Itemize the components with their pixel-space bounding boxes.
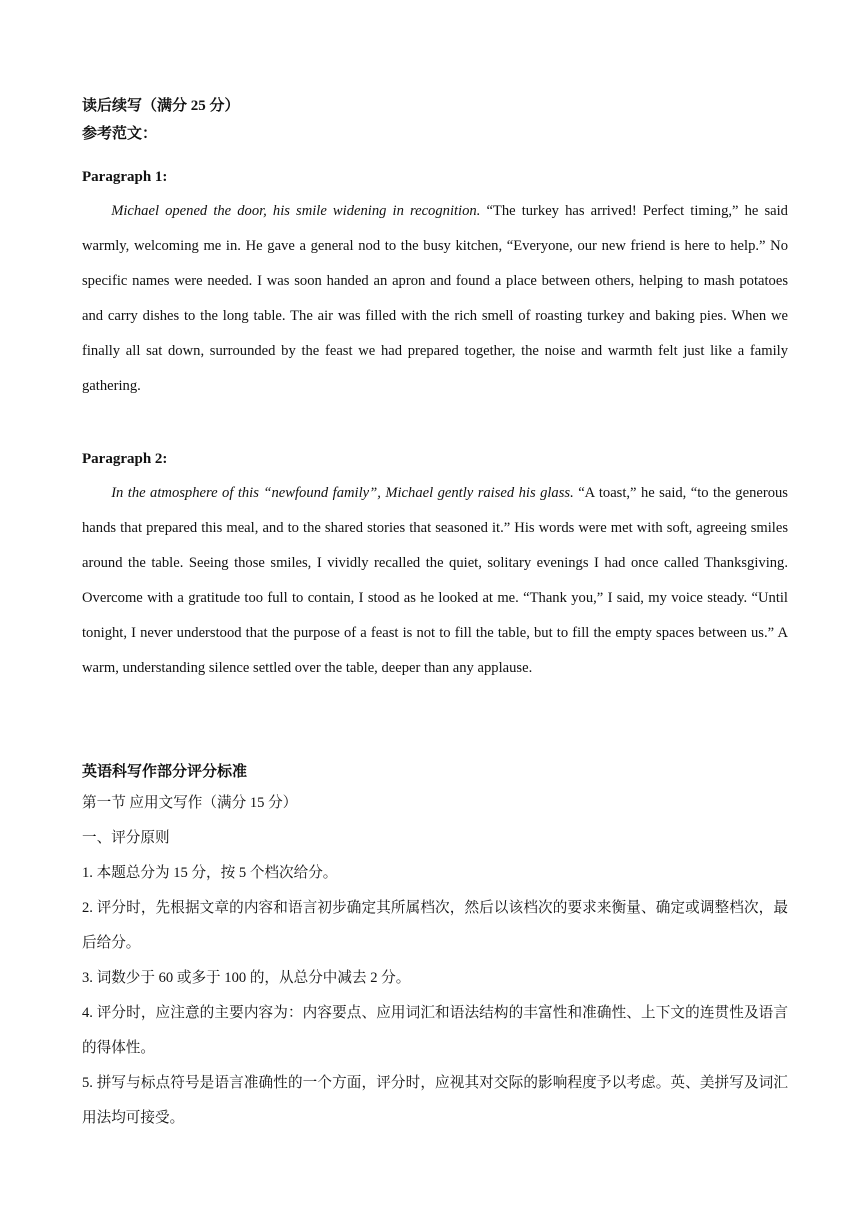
- paragraph2-text: [82, 476, 788, 686]
- reference-label: 参考范文：: [82, 126, 158, 142]
- rubric-section: 第一节 应用文写作（满分 15 分）: [82, 795, 298, 811]
- paragraph1-body: “The turkey has arrived! Perfect timing,” he said warmly, welcoming me in. He gave a general nod to the busy kitchen, “Everyone, our new friend is here to help.” No specific names were needed. I was soon handed an apron and found a place between others, helping to mash potatoes and carry dishes to the long table. The air was filled with the rich smell of roasting turkey and baking pies. When we finally all sat down, surrounded by the feast we had prepared together, the noise and warmth felt just like a family gathering.: [82, 203, 788, 394]
- rubric-item: 5. 拼写与标点符号是语言准确性的一个方面，评分时，应视其对交际的影响程度予以考虑。英、美拼写及词汇用法均可接受。: [82, 1075, 788, 1126]
- spacer: [82, 148, 788, 166]
- rubric-item: 1. 本题总分为 15 分，按 5 个档次给分。: [82, 865, 338, 881]
- spacer: [82, 404, 788, 448]
- spacer: [82, 686, 788, 758]
- rubric-item: 2. 评分时，先根据文章的内容和语言初步确定其所属档次，然后以该档次的要求来衡量、确定或调整档次，最后给分。: [82, 900, 788, 951]
- paragraph1-label: Paragraph 1:: [82, 169, 168, 185]
- paragraph2-label: Paragraph 2:: [82, 451, 168, 467]
- paragraph2-lead: In the atmosphere of this “newfound family”, Michael gently raised his glass.: [111, 485, 574, 501]
- paragraph1-lead: Michael opened the door, his smile widening in recognition.: [111, 203, 481, 219]
- principles-heading: 一、评分原则: [82, 830, 170, 846]
- paragraph1-text: [82, 194, 788, 404]
- document-page: [82, 92, 788, 1136]
- section-title: 读后续写（满分 25 分）: [82, 98, 240, 114]
- rubric-title: 英语科写作部分评分标准: [82, 764, 248, 780]
- rubric-item: 3. 词数少于 60 或多于 100 的，从总分中减去 2 分。: [82, 970, 411, 986]
- rubric-item: 4. 评分时，应注意的主要内容为：内容要点、应用词汇和语法结构的丰富性和准确性、上下文的连贯性及语言的得体性。: [82, 1005, 788, 1056]
- paragraph2-body: “A toast,” he said, “to the generous hands that prepared this meal, and to the shared stories that seasoned it.” His words were met with soft, agreeing smiles around the table. Seeing those smiles, I vividly recalled the quiet, solitary evenings I had once called Thanksgiving. Overcome with a gratitude too full to contain, I stood as he looked at me. “Thank you,” I said, my voice steady. “Until tonight, I never understood that the purpose of a feast is not to fill the table, but to fill the empty spaces between us.” A warm, understanding silence settled over the table, deeper than any applause.: [82, 485, 788, 676]
